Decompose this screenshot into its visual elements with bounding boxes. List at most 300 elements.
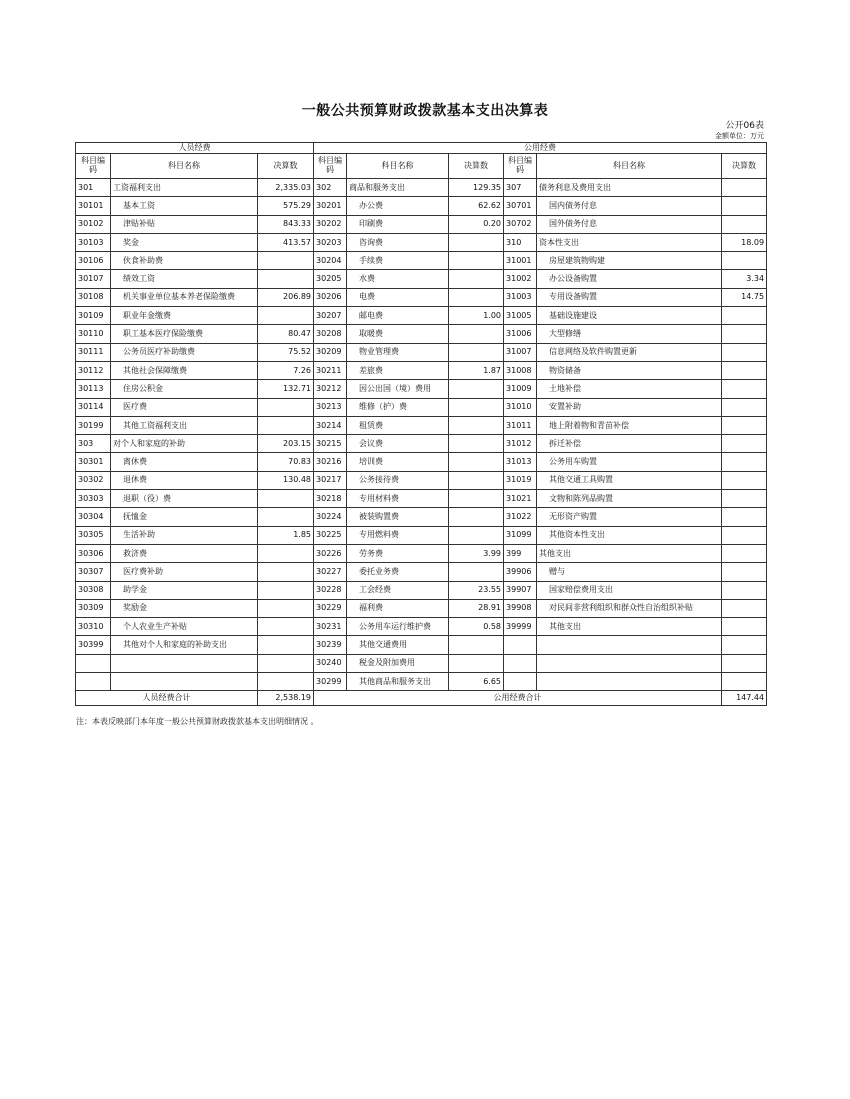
cell-name-1: 奖金 — [111, 233, 258, 251]
cell-name-1: 对个人和家庭的补助 — [111, 435, 258, 453]
cell-name-2: 福利费 — [347, 599, 449, 617]
cell-name-2: 专用燃料费 — [347, 526, 449, 544]
cell-amount-1 — [258, 307, 314, 325]
cell-name-3 — [537, 654, 722, 672]
cell-name-3: 专用设备购置 — [537, 288, 722, 306]
table-row — [76, 654, 767, 672]
cell-amount-2 — [449, 490, 504, 508]
cell-name-2: 工会经费 — [347, 581, 449, 599]
cell-code-1: 30310 — [76, 618, 111, 636]
cell-amount-1 — [258, 544, 314, 562]
cell-code-1: 30304 — [76, 508, 111, 526]
cell-name-1 — [111, 654, 258, 672]
cell-name-3 — [537, 673, 722, 691]
cell-name-2: 印刷费 — [347, 215, 449, 233]
cell-name-1: 津贴补贴 — [111, 215, 258, 233]
cell-amount-3 — [722, 599, 767, 617]
table-row — [76, 233, 767, 251]
cell-amount-2 — [449, 471, 504, 489]
cell-name-1: 生活补助 — [111, 526, 258, 544]
cell-amount-1 — [258, 508, 314, 526]
cell-amount-2: 1.87 — [449, 361, 504, 379]
cell-name-3: 地上附着物和青苗补偿 — [537, 416, 722, 434]
cell-name-2: 公务接待费 — [347, 471, 449, 489]
table-body — [76, 143, 767, 706]
cell-name-1: 其他社会保障缴费 — [111, 361, 258, 379]
cell-amount-2 — [449, 270, 504, 288]
cell-code-3: 30701 — [504, 197, 537, 215]
cell-code-1: 30309 — [76, 599, 111, 617]
cell-amount-2: 0.58 — [449, 618, 504, 636]
cell-code-1: 30113 — [76, 380, 111, 398]
cell-name-2: 其他交通费用 — [347, 636, 449, 654]
table-row — [76, 416, 767, 434]
header-name-1: 科目名称 — [111, 154, 258, 179]
cell-amount-2 — [449, 233, 504, 251]
cell-name-2: 取暖费 — [347, 325, 449, 343]
cell-name-1: 职业年金缴费 — [111, 307, 258, 325]
cell-name-2: 手续费 — [347, 252, 449, 270]
cell-code-1: 30101 — [76, 197, 111, 215]
personnel-total-label: 人员经费合计 — [76, 691, 258, 706]
cell-amount-3 — [722, 654, 767, 672]
cell-name-1: 医疗费 — [111, 398, 258, 416]
cell-amount-3 — [722, 325, 767, 343]
table-row — [76, 325, 767, 343]
cell-code-2: 30204 — [314, 252, 347, 270]
cell-amount-3 — [722, 380, 767, 398]
cell-name-2: 劳务费 — [347, 544, 449, 562]
table-row — [76, 307, 767, 325]
cell-code-2: 302 — [314, 179, 347, 197]
cell-name-2: 维修（护）费 — [347, 398, 449, 416]
cell-name-1: 机关事业单位基本养老保险缴费 — [111, 288, 258, 306]
cell-code-3: 31010 — [504, 398, 537, 416]
cell-code-2: 30218 — [314, 490, 347, 508]
cell-name-1: 退休费 — [111, 471, 258, 489]
table-row — [76, 618, 767, 636]
cell-code-1: 30107 — [76, 270, 111, 288]
cell-name-3: 对民间非营利组织和群众性自治组织补贴 — [537, 599, 722, 617]
cell-name-1: 抚恤金 — [111, 508, 258, 526]
expenditure-table — [75, 142, 767, 706]
cell-amount-3 — [722, 673, 767, 691]
cell-name-1: 奖励金 — [111, 599, 258, 617]
cell-name-1: 住房公积金 — [111, 380, 258, 398]
table-row — [76, 508, 767, 526]
amount-unit: 金额单位：万元 — [715, 132, 764, 140]
cell-name-2: 水费 — [347, 270, 449, 288]
group-header-personnel: 人员经费 — [76, 143, 314, 154]
table-row — [76, 215, 767, 233]
cell-amount-1: 206.89 — [258, 288, 314, 306]
cell-code-3: 31007 — [504, 343, 537, 361]
cell-code-2: 30207 — [314, 307, 347, 325]
cell-code-2: 30205 — [314, 270, 347, 288]
cell-amount-3 — [722, 581, 767, 599]
cell-amount-2: 6.65 — [449, 673, 504, 691]
cell-code-1: 30306 — [76, 544, 111, 562]
cell-code-3: 31008 — [504, 361, 537, 379]
cell-amount-1 — [258, 490, 314, 508]
totals-row — [76, 691, 767, 706]
cell-name-2: 公务用车运行维护费 — [347, 618, 449, 636]
cell-code-1: 30103 — [76, 233, 111, 251]
cell-amount-1: 413.57 — [258, 233, 314, 251]
cell-code-3: 399 — [504, 544, 537, 562]
table-row — [76, 490, 767, 508]
cell-code-3: 30702 — [504, 215, 537, 233]
cell-amount-1: 70.83 — [258, 453, 314, 471]
cell-code-3: 31011 — [504, 416, 537, 434]
cell-code-3: 31022 — [504, 508, 537, 526]
cell-amount-1: 203.15 — [258, 435, 314, 453]
table-row — [76, 453, 767, 471]
cell-code-2: 30226 — [314, 544, 347, 562]
cell-amount-3 — [722, 544, 767, 562]
cell-code-3 — [504, 636, 537, 654]
cell-code-3: 31019 — [504, 471, 537, 489]
cell-code-1: 30111 — [76, 343, 111, 361]
cell-name-3: 国外债务付息 — [537, 215, 722, 233]
cell-name-2: 会议费 — [347, 435, 449, 453]
cell-amount-2 — [449, 654, 504, 672]
header-code-3: 科目编码 — [504, 154, 537, 179]
cell-amount-2: 62.62 — [449, 197, 504, 215]
header-name-2: 科目名称 — [347, 154, 449, 179]
cell-amount-3 — [722, 563, 767, 581]
table-row — [76, 270, 767, 288]
cell-code-2: 30216 — [314, 453, 347, 471]
cell-amount-3 — [722, 490, 767, 508]
cell-amount-1: 7.26 — [258, 361, 314, 379]
cell-code-1: 30399 — [76, 636, 111, 654]
cell-amount-1 — [258, 270, 314, 288]
table-row — [76, 581, 767, 599]
cell-amount-3 — [722, 179, 767, 197]
cell-amount-3 — [722, 307, 767, 325]
cell-name-3: 文物和陈列品购置 — [537, 490, 722, 508]
cell-amount-2 — [449, 636, 504, 654]
cell-name-3: 无形资产购置 — [537, 508, 722, 526]
cell-amount-3 — [722, 398, 767, 416]
cell-name-1: 退职（役）费 — [111, 490, 258, 508]
cell-code-3: 31009 — [504, 380, 537, 398]
cell-name-2: 办公费 — [347, 197, 449, 215]
cell-name-3: 国家赔偿费用支出 — [537, 581, 722, 599]
cell-code-3: 31003 — [504, 288, 537, 306]
cell-amount-1 — [258, 618, 314, 636]
cell-name-2: 差旅费 — [347, 361, 449, 379]
cell-amount-2 — [449, 416, 504, 434]
cell-name-3: 赠与 — [537, 563, 722, 581]
cell-amount-2 — [449, 453, 504, 471]
cell-code-1: 30114 — [76, 398, 111, 416]
cell-name-1: 个人农业生产补贴 — [111, 618, 258, 636]
table-row — [76, 563, 767, 581]
cell-code-2: 30208 — [314, 325, 347, 343]
cell-amount-2: 1.00 — [449, 307, 504, 325]
cell-name-2: 委托业务费 — [347, 563, 449, 581]
cell-code-2: 30203 — [314, 233, 347, 251]
cell-name-1: 其他工资福利支出 — [111, 416, 258, 434]
cell-amount-3 — [722, 435, 767, 453]
cell-code-2: 30215 — [314, 435, 347, 453]
cell-code-2: 30212 — [314, 380, 347, 398]
cell-amount-2 — [449, 380, 504, 398]
public-total-value: 147.44 — [722, 691, 767, 706]
cell-amount-3 — [722, 361, 767, 379]
cell-name-3: 物资储备 — [537, 361, 722, 379]
cell-code-1: 30112 — [76, 361, 111, 379]
cell-code-3: 307 — [504, 179, 537, 197]
cell-code-2: 30228 — [314, 581, 347, 599]
cell-amount-3 — [722, 508, 767, 526]
cell-amount-1: 80.47 — [258, 325, 314, 343]
cell-code-3: 31002 — [504, 270, 537, 288]
cell-amount-3 — [722, 636, 767, 654]
cell-code-1: 30106 — [76, 252, 111, 270]
footnote: 注：本表反映部门本年度一般公共预算财政拨款基本支出明细情况 。 — [76, 717, 319, 726]
cell-code-2: 30213 — [314, 398, 347, 416]
page-title: 一般公共预算财政拨款基本支出决算表 — [301, 103, 549, 119]
cell-amount-2 — [449, 325, 504, 343]
cell-name-2: 培训费 — [347, 453, 449, 471]
cell-amount-2: 0.20 — [449, 215, 504, 233]
cell-code-2: 30224 — [314, 508, 347, 526]
cell-name-2: 咨询费 — [347, 233, 449, 251]
header-amount-1: 决算数 — [258, 154, 314, 179]
cell-amount-1: 1.85 — [258, 526, 314, 544]
cell-amount-3 — [722, 471, 767, 489]
cell-name-1: 公务员医疗补助缴费 — [111, 343, 258, 361]
cell-amount-3 — [722, 197, 767, 215]
table-row — [76, 544, 767, 562]
cell-code-1: 30102 — [76, 215, 111, 233]
cell-code-1: 303 — [76, 435, 111, 453]
cell-name-2: 物业管理费 — [347, 343, 449, 361]
cell-code-1: 301 — [76, 179, 111, 197]
cell-name-2: 因公出国（境）费用 — [347, 380, 449, 398]
cell-name-2: 其他商品和服务支出 — [347, 673, 449, 691]
cell-name-2: 租赁费 — [347, 416, 449, 434]
cell-amount-2: 23.55 — [449, 581, 504, 599]
cell-amount-2 — [449, 343, 504, 361]
cell-amount-1: 130.48 — [258, 471, 314, 489]
cell-amount-1 — [258, 581, 314, 599]
header-code-2: 科目编码 — [314, 154, 347, 179]
cell-code-3: 310 — [504, 233, 537, 251]
cell-name-3: 办公设备购置 — [537, 270, 722, 288]
header-amount-2: 决算数 — [449, 154, 504, 179]
cell-name-3: 安置补助 — [537, 398, 722, 416]
cell-code-1: 30307 — [76, 563, 111, 581]
cell-code-3: 39906 — [504, 563, 537, 581]
cell-code-2: 30240 — [314, 654, 347, 672]
cell-name-1: 助学金 — [111, 581, 258, 599]
cell-name-3 — [537, 636, 722, 654]
cell-amount-2 — [449, 288, 504, 306]
cell-name-3: 信息网络及软件购置更新 — [537, 343, 722, 361]
cell-code-1: 30301 — [76, 453, 111, 471]
header-name-3: 科目名称 — [537, 154, 722, 179]
table-row — [76, 471, 767, 489]
cell-name-2: 被装购置费 — [347, 508, 449, 526]
cell-amount-3: 14.75 — [722, 288, 767, 306]
cell-amount-2 — [449, 508, 504, 526]
cell-name-1: 工资福利支出 — [111, 179, 258, 197]
cell-amount-1 — [258, 654, 314, 672]
cell-amount-2 — [449, 398, 504, 416]
cell-amount-3: 3.34 — [722, 270, 767, 288]
cell-code-3: 31006 — [504, 325, 537, 343]
public-total-label: 公用经费合计 — [314, 691, 722, 706]
cell-amount-2: 28.91 — [449, 599, 504, 617]
cell-name-3: 其他资本性支出 — [537, 526, 722, 544]
cell-code-2: 30202 — [314, 215, 347, 233]
group-header-row — [76, 143, 767, 154]
cell-amount-1 — [258, 599, 314, 617]
table-row — [76, 398, 767, 416]
header-amount-3: 决算数 — [722, 154, 767, 179]
cell-name-3: 债务利息及费用支出 — [537, 179, 722, 197]
cell-amount-1 — [258, 398, 314, 416]
cell-amount-3 — [722, 252, 767, 270]
cell-name-1: 救济费 — [111, 544, 258, 562]
cell-name-1: 离休费 — [111, 453, 258, 471]
cell-name-3: 大型修缮 — [537, 325, 722, 343]
cell-code-1: 30308 — [76, 581, 111, 599]
cell-amount-2 — [449, 526, 504, 544]
cell-code-1: 30302 — [76, 471, 111, 489]
cell-code-3 — [504, 654, 537, 672]
table-row — [76, 636, 767, 654]
cell-code-2: 30227 — [314, 563, 347, 581]
cell-amount-3: 18.09 — [722, 233, 767, 251]
cell-code-1 — [76, 654, 111, 672]
cell-name-1: 伙食补助费 — [111, 252, 258, 270]
cell-code-2: 30217 — [314, 471, 347, 489]
cell-name-2: 专用材料费 — [347, 490, 449, 508]
cell-code-2: 30231 — [314, 618, 347, 636]
cell-amount-3 — [722, 618, 767, 636]
cell-name-3: 其他支出 — [537, 544, 722, 562]
cell-code-1: 30303 — [76, 490, 111, 508]
cell-amount-1 — [258, 636, 314, 654]
cell-code-2: 30211 — [314, 361, 347, 379]
cell-amount-1 — [258, 673, 314, 691]
cell-amount-3 — [722, 526, 767, 544]
table-row — [76, 673, 767, 691]
cell-amount-1 — [258, 563, 314, 581]
cell-code-2: 30239 — [314, 636, 347, 654]
cell-name-3: 拆迁补偿 — [537, 435, 722, 453]
cell-code-3: 39908 — [504, 599, 537, 617]
cell-name-3: 其他支出 — [537, 618, 722, 636]
cell-code-2: 30214 — [314, 416, 347, 434]
table-row — [76, 252, 767, 270]
cell-code-3: 31005 — [504, 307, 537, 325]
header-code-1: 科目编码 — [76, 154, 111, 179]
cell-name-3: 基础设施建设 — [537, 307, 722, 325]
cell-code-1: 30108 — [76, 288, 111, 306]
cell-code-3: 31013 — [504, 453, 537, 471]
cell-name-3: 土地补偿 — [537, 380, 722, 398]
cell-amount-1: 2,335.03 — [258, 179, 314, 197]
cell-amount-3 — [722, 453, 767, 471]
cell-code-2: 30201 — [314, 197, 347, 215]
cell-amount-3 — [722, 416, 767, 434]
personnel-total-value: 2,538.19 — [258, 691, 314, 706]
cell-name-2: 商品和服务支出 — [347, 179, 449, 197]
cell-code-3: 31099 — [504, 526, 537, 544]
cell-code-2: 30229 — [314, 599, 347, 617]
cell-name-1: 医疗费补助 — [111, 563, 258, 581]
table-row — [76, 343, 767, 361]
cell-code-1 — [76, 673, 111, 691]
table-row — [76, 435, 767, 453]
group-header-public: 公用经费 — [314, 143, 767, 154]
cell-name-2: 邮电费 — [347, 307, 449, 325]
cell-amount-1 — [258, 416, 314, 434]
cell-name-1: 职工基本医疗保险缴费 — [111, 325, 258, 343]
cell-code-3: 39907 — [504, 581, 537, 599]
table-row — [76, 179, 767, 197]
column-header-row — [76, 154, 767, 179]
cell-code-3: 31021 — [504, 490, 537, 508]
cell-code-3: 31012 — [504, 435, 537, 453]
cell-amount-2 — [449, 435, 504, 453]
cell-name-3: 国内债务付息 — [537, 197, 722, 215]
cell-code-3: 31001 — [504, 252, 537, 270]
cell-amount-2 — [449, 563, 504, 581]
cell-code-3: 39999 — [504, 618, 537, 636]
table-row — [76, 361, 767, 379]
cell-name-3: 资本性支出 — [537, 233, 722, 251]
cell-name-1 — [111, 673, 258, 691]
cell-amount-1: 75.52 — [258, 343, 314, 361]
cell-code-1: 30109 — [76, 307, 111, 325]
cell-name-3: 其他交通工具购置 — [537, 471, 722, 489]
cell-amount-1 — [258, 252, 314, 270]
cell-code-1: 30305 — [76, 526, 111, 544]
cell-code-2: 30206 — [314, 288, 347, 306]
cell-code-1: 30110 — [76, 325, 111, 343]
cell-code-1: 30199 — [76, 416, 111, 434]
cell-code-2: 30225 — [314, 526, 347, 544]
cell-amount-1: 843.33 — [258, 215, 314, 233]
cell-amount-1: 575.29 — [258, 197, 314, 215]
table-row — [76, 380, 767, 398]
cell-amount-2: 3.99 — [449, 544, 504, 562]
cell-name-2: 税金及附加费用 — [347, 654, 449, 672]
cell-code-2: 30209 — [314, 343, 347, 361]
cell-amount-2 — [449, 252, 504, 270]
cell-code-2: 30299 — [314, 673, 347, 691]
cell-name-1: 基本工资 — [111, 197, 258, 215]
cell-amount-3 — [722, 215, 767, 233]
table-code: 公开06表 — [725, 121, 764, 131]
cell-name-1: 其他对个人和家庭的补助支出 — [111, 636, 258, 654]
cell-code-3 — [504, 673, 537, 691]
cell-name-3: 公务用车购置 — [537, 453, 722, 471]
cell-name-2: 电费 — [347, 288, 449, 306]
table-row — [76, 599, 767, 617]
cell-amount-2: 129.35 — [449, 179, 504, 197]
cell-amount-1: 132.71 — [258, 380, 314, 398]
cell-name-3: 房屋建筑物购建 — [537, 252, 722, 270]
cell-amount-3 — [722, 343, 767, 361]
